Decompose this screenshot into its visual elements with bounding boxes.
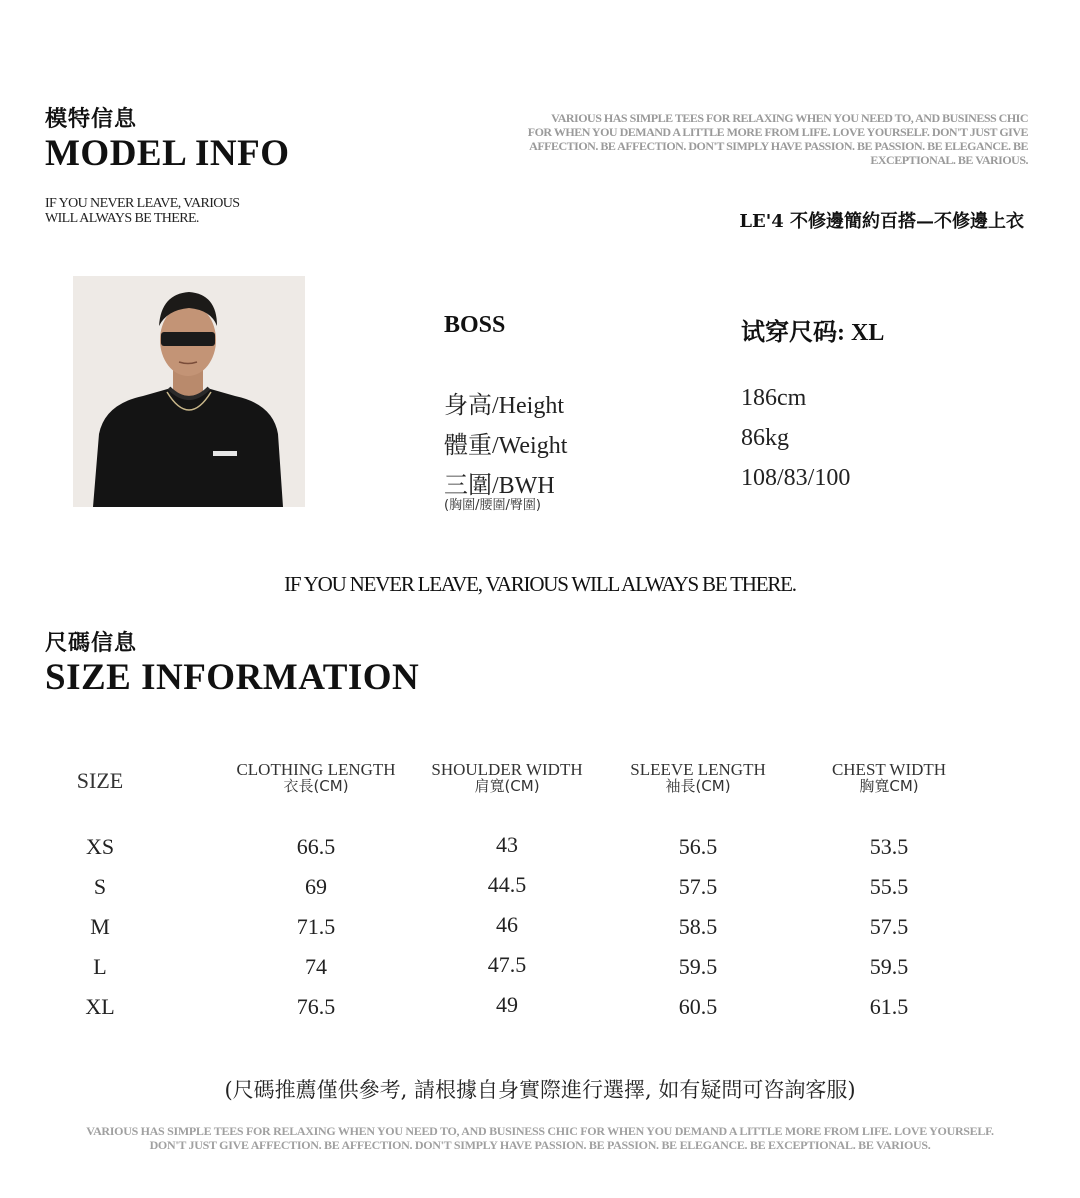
table-cell: 69 [305, 874, 327, 899]
column-header-en: SHOULDER WIDTH [431, 760, 583, 779]
brand-blurb-line: VARIOUS HAS SIMPLE TEES FOR RELAXING WHEN YOU NEED TO, AND BUSINESS CHIC [551, 111, 1028, 125]
model-photo [73, 276, 305, 507]
slogan-small [45, 196, 239, 226]
product-name: LE'4 不修邊簡約百搭—不修邊上衣 [739, 211, 1024, 232]
table-row-size: S [93, 874, 107, 899]
column-header-clothing-length [216, 762, 416, 794]
try-size: 试穿尺码: XL [741, 320, 885, 346]
table-cell: 74 [305, 954, 327, 979]
footer-blurb [40, 1124, 1040, 1152]
column-header-cn: 胸寬CM) [859, 777, 919, 795]
brand-blurb [468, 111, 1028, 167]
table-cell: 53.5 [869, 834, 909, 859]
column-header-en: CLOTHING LENGTH [236, 760, 396, 779]
bwh-label: 三圍/BWH [444, 473, 555, 499]
table-cell: 71.5 [296, 914, 336, 939]
column-header-cn: 衣長(CM) [283, 777, 349, 795]
bwh-sublabel: (胸圍/腰圍/臀圍) [444, 498, 541, 513]
brand-blurb-line: EXCEPTIONAL. BE VARIOUS. [870, 153, 1028, 167]
height-label: 身高/Height [444, 393, 564, 419]
table-row-size: XS [85, 834, 115, 859]
table-cell: 57.5 [869, 914, 909, 939]
table-cell: 76.5 [296, 994, 336, 1019]
table-row-size: L [93, 954, 107, 979]
column-header-en: SLEEVE LENGTH [630, 760, 766, 779]
model-info-cn-heading: 模特信息 [45, 107, 138, 132]
table-cell: 55.5 [869, 874, 909, 899]
column-header-sleeve-length [598, 762, 798, 794]
weight-value: 86kg [741, 425, 789, 451]
table-cell: 44.5 [487, 872, 527, 897]
footer-line-2: DON'T JUST GIVE AFFECTION. BE AFFECTION. DON'T SIMPLY HAVE PASSION. BE PASSION. BE ELEGANCE. BE EXCEPTIONAL. BE VARIOUS. [149, 1138, 931, 1152]
table-row-size: M [90, 914, 110, 939]
model-info-heading: MODEL INFO [45, 133, 290, 174]
table-cell: 46 [496, 912, 518, 937]
table-cell: 59.5 [869, 954, 909, 979]
column-header-chest-width [789, 762, 989, 794]
size-disclaimer: (尺碼推薦僅供參考, 請根據自身實際進行選擇, 如有疑問可咨詢客服) [224, 1078, 856, 1102]
height-value: 186cm [741, 385, 807, 411]
slogan-line-1: IF YOU NEVER LEAVE, VARIOUS [45, 196, 240, 211]
table-row-size: XL [85, 994, 115, 1019]
column-header-cn: 肩寬(CM) [474, 777, 540, 795]
table-cell: 60.5 [678, 994, 718, 1019]
table-cell: 57.5 [678, 874, 718, 899]
table-cell: 47.5 [487, 952, 527, 977]
table-cell: 58.5 [678, 914, 718, 939]
size-column-header: SIZE [76, 768, 124, 793]
brand-blurb-line: FOR WHEN YOU DEMAND A LITTLE MORE FROM LIFE. LOVE YOURSELF. DON'T JUST GIVE [527, 125, 1028, 139]
model-name: BOSS [444, 312, 506, 338]
column-header-cn: 袖長(CM) [665, 777, 731, 795]
slogan-line-2: WILL ALWAYS BE THERE. [45, 211, 199, 226]
footer-line-1: VARIOUS HAS SIMPLE TEES FOR RELAXING WHEN YOU NEED TO, AND BUSINESS CHIC FOR WHEN YOU DEMAND A LITTLE MORE FROM LIFE. LOVE YOURSELF. [86, 1124, 994, 1138]
table-cell: 61.5 [869, 994, 909, 1019]
tagline: IF YOU NEVER LEAVE, VARIOUS WILL ALWAYS BE THERE. [284, 572, 796, 596]
bwh-value: 108/83/100 [741, 465, 851, 491]
column-header-en: CHEST WIDTH [831, 760, 947, 779]
size-info-cn-heading: 尺碼信息 [45, 631, 138, 656]
table-cell: 43 [496, 832, 518, 857]
table-cell: 56.5 [678, 834, 718, 859]
model-illustration [73, 276, 305, 507]
table-cell: 66.5 [296, 834, 336, 859]
table-cell: 49 [496, 992, 518, 1017]
weight-label: 體重/Weight [444, 433, 568, 459]
column-header-shoulder-width [407, 762, 607, 794]
brand-blurb-line: AFFECTION. BE AFFECTION. DON'T SIMPLY HAVE PASSION. BE PASSION. BE ELEGANCE. BE [529, 139, 1028, 153]
size-info-heading: SIZE INFORMATION [45, 657, 420, 698]
table-cell: 59.5 [678, 954, 718, 979]
